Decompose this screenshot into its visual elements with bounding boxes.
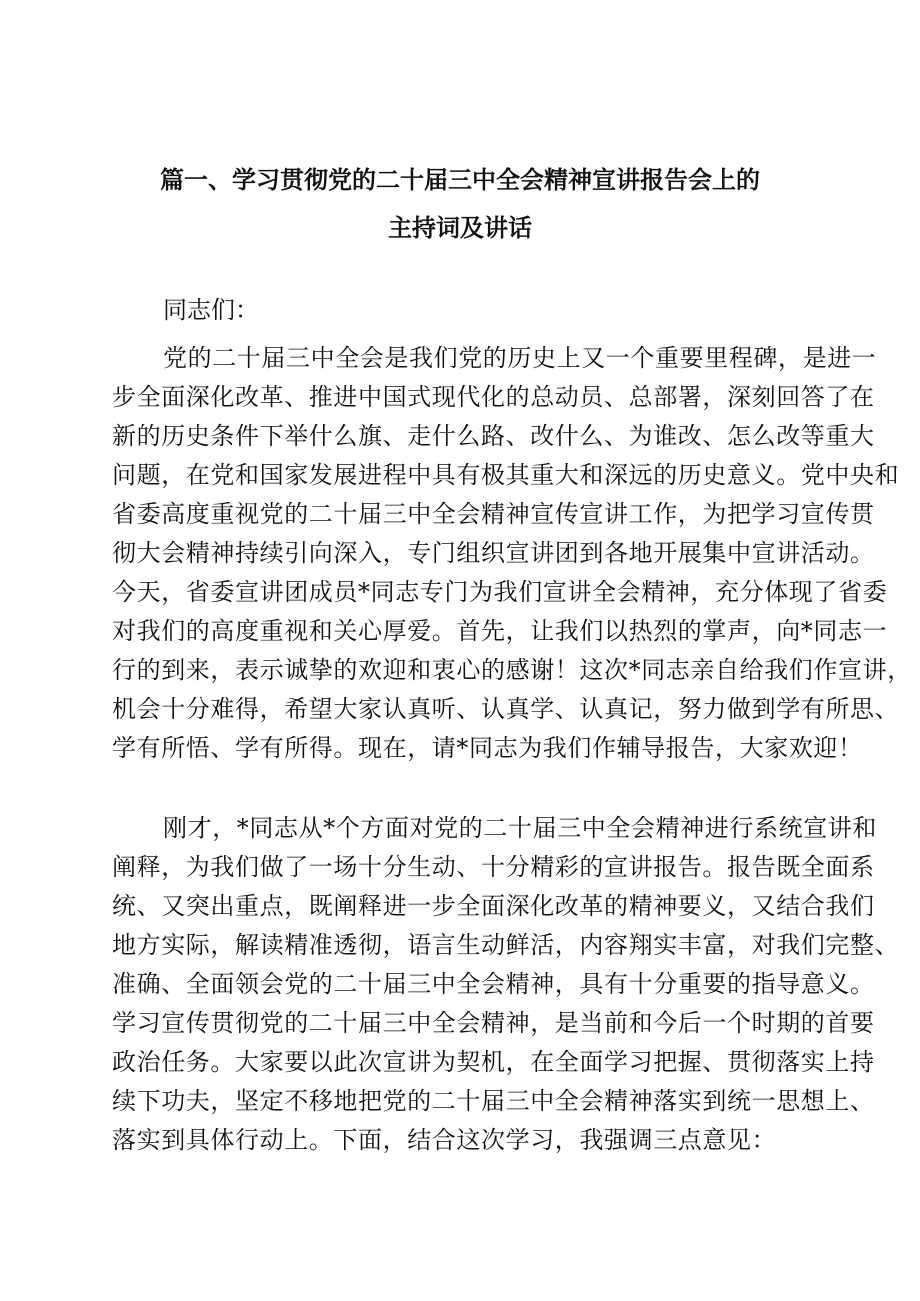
paragraph-line: 机会十分难得，希望大家认真听、认真学、认真记，努力做到学有所思、 — [112, 695, 900, 723]
paragraph-line: 行的到来，表示诚挚的欢迎和衷心的感谢！这次*同志亲自给我们作宣讲， — [112, 656, 912, 684]
paragraph-line: 准确、全面领会党的二十届三中全会精神，具有十分重要的指导意义。 — [112, 970, 875, 998]
paragraph-2 — [112, 809, 900, 1160]
paragraph-line: 问题，在党和国家发展进程中具有极其重大和深远的历史意义。党中央和 — [112, 461, 900, 489]
paragraph-line: 阐释，为我们做了一场十分生动、十分精彩的宣讲报告。报告既全面系 — [112, 853, 875, 881]
document-title-line-1: 篇一、学习贯彻党的二十届三中全会精神宣讲报告会上的 — [160, 166, 760, 194]
paragraph-1 — [112, 339, 912, 768]
paragraph-line: 党的二十届三中全会是我们党的历史上又一个重要里程碑，是进一 — [163, 344, 877, 372]
paragraph-line: 续下功夫，坚定不移地把党的二十届三中全会精神落实到统一思想上、 — [112, 1087, 875, 1115]
paragraph-line: 今天，省委宣讲团成员*同志专门为我们宣讲全会精神，充分体现了省委 — [112, 578, 888, 606]
paragraph-line: 地方实际，解读精准透彻，语言生动鲜活，内容翔实丰富，对我们完整、 — [112, 931, 900, 959]
paragraph-line: 统、又突出重点，既阐释进一步全面深化改革的精神要义，又结合我们 — [112, 892, 875, 920]
paragraph-line: 刚才，*同志从*个方面对党的二十届三中全会精神进行系统宣讲和 — [163, 814, 877, 842]
salutation: 同志们： — [163, 296, 259, 324]
paragraph-line: 彻大会精神持续引向深入，专门组织宣讲团到各地开展集中宣讲活动。 — [112, 539, 875, 567]
paragraph-line: 对我们的高度重视和关心厚爱。首先，让我们以热烈的掌声，向*同志一 — [112, 617, 888, 645]
paragraph-line: 省委高度重视党的二十届三中全会精神宣传宣讲工作，为把学习宣传贯 — [112, 500, 875, 528]
paragraph-line: 新的历史条件下举什么旗、走什么路、改什么、为谁改、怎么改等重大 — [112, 422, 875, 450]
document-title-line-2: 主持词及讲话 — [388, 214, 532, 242]
paragraph-line: 落实到具体行动上。下面，结合这次学习，我强调三点意见： — [112, 1126, 777, 1154]
paragraph-line: 学有所悟、学有所得。现在，请*同志为我们作辅导报告，大家欢迎！ — [112, 734, 863, 762]
paragraph-line: 学习宣传贯彻党的二十届三中全会精神，是当前和今后一个时期的首要 — [112, 1009, 875, 1037]
paragraph-line: 政治任务。大家要以此次宣讲为契机，在全面学习把握、贯彻落实上持 — [112, 1048, 875, 1076]
paragraph-line: 步全面深化改革、推进中国式现代化的总动员、总部署，深刻回答了在 — [112, 383, 875, 411]
